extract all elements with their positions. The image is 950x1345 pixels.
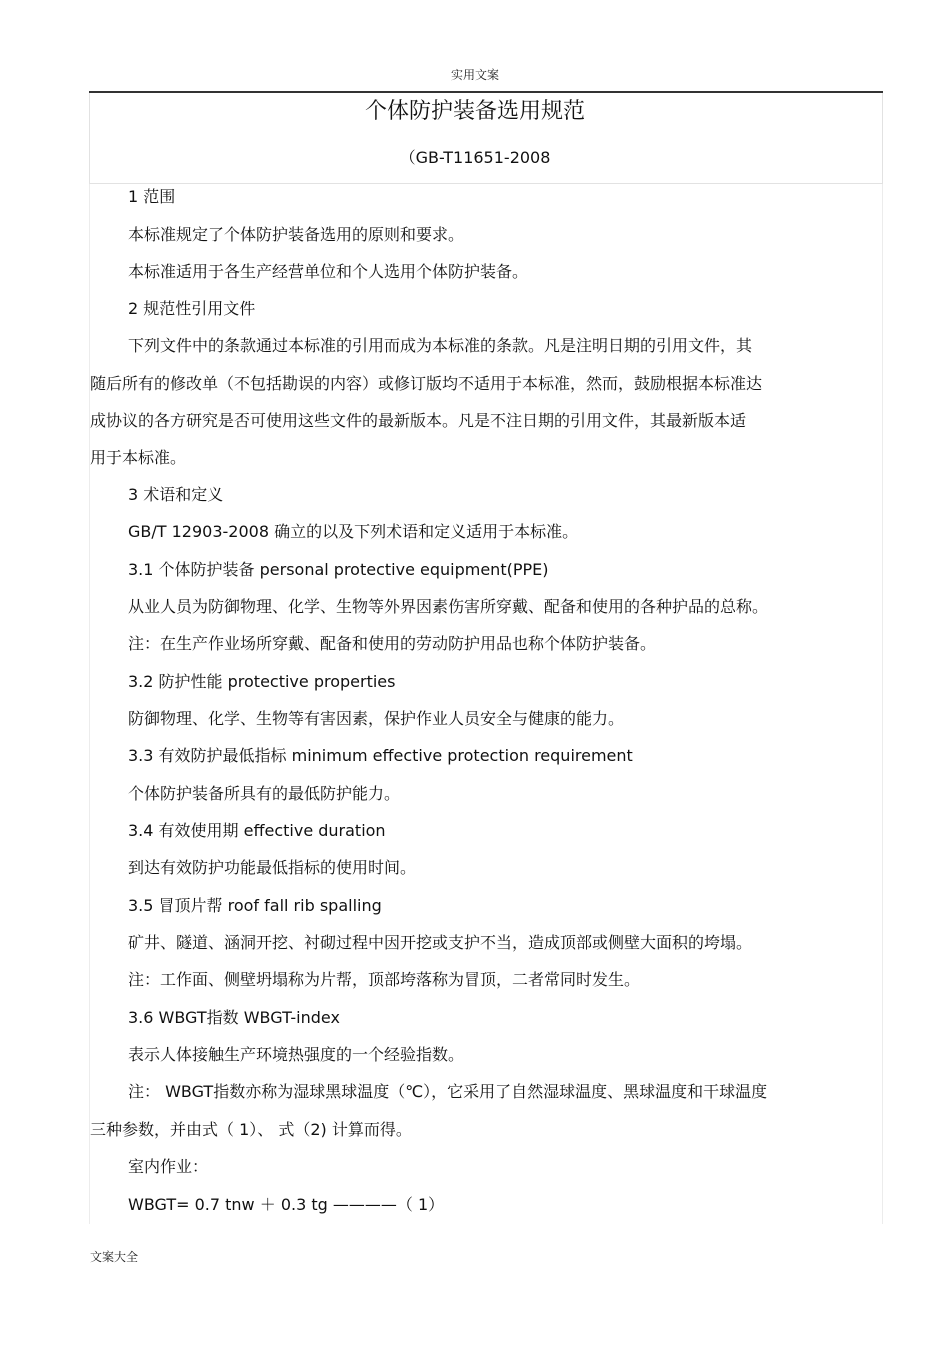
paragraph-line: 三种参数，并由式（ 1）、 式（2) 计算而得。: [90, 1120, 412, 1139]
paragraph-line: 矿井、隧道、涵洞开挖、衬砌过程中因开挖或支护不当，造成顶部或侧壁大面积的垮塌。: [128, 933, 753, 952]
term-heading: 3.3 有效防护最低指标 minimum effective protection requirement: [128, 746, 633, 765]
paragraph-line: GB/T 12903-2008 确立的以及下列术语和定义适用于本标准。: [128, 522, 579, 541]
paragraph-line: 本标准规定了个体防护装备选用的原则和要求。: [128, 225, 465, 244]
page-footer: 文案大全: [90, 1250, 139, 1264]
note-line: 注：工作面、侧壁坍塌称为片帮，顶部垮落称为冒顶，二者常同时发生。: [128, 970, 641, 989]
term-heading: 3.1 个体防护装备 personal protective equipment(PPE): [128, 560, 549, 579]
paragraph-line: 到达有效防护功能最低指标的使用时间。: [128, 858, 417, 877]
standard-code: （GB-T11651-2008: [399, 148, 551, 167]
paragraph-line: 本标准适用于各生产经营单位和个人选用个体防护装备。: [128, 262, 529, 281]
term-heading: 3.5 冒顶片帮 roof fall rib spalling: [128, 896, 382, 915]
paragraph-line: 用于本标准。: [90, 448, 187, 467]
paragraph-line: 成协议的各方研究是否可使用这些文件的最新版本。凡是不注日期的引用文件，其最新版本适: [90, 411, 747, 430]
paragraph-line: 随后所有的修改单（不包括勘误的内容）或修订版均不适用于本标准，然而，鼓励根据本标准达: [90, 374, 763, 393]
term-heading: 3.2 防护性能 protective properties: [128, 672, 396, 691]
section-heading-terms: 3 术语和定义: [128, 485, 224, 504]
paragraph-line: 表示人体接触生产环境热强度的一个经验指数。: [128, 1045, 465, 1064]
note-line: 注：在生产作业场所穿戴、配备和使用的劳动防护用品也称个体防护装备。: [128, 634, 657, 653]
formula-line: WBGT= 0.7 tnw ＋ 0.3 tg ————（ 1）: [128, 1195, 445, 1214]
paragraph-line: 下列文件中的条款通过本标准的引用而成为本标准的条款。凡是注明日期的引用文件，其: [128, 336, 753, 355]
section-heading-references: 2 规范性引用文件: [128, 299, 256, 318]
paragraph-line: 从业人员为防御物理、化学、生物等外界因素伤害所穿戴、配备和使用的各种护品的总称。: [128, 597, 769, 616]
paragraph-line: 防御物理、化学、生物等有害因素，保护作业人员安全与健康的能力。: [128, 709, 625, 728]
paragraph-line: 室内作业：: [128, 1157, 209, 1176]
note-line: 注： WBGT指数亦称为湿球黑球温度（℃），它采用了自然湿球温度、黑球温度和干球温度: [128, 1082, 768, 1101]
term-heading: 3.4 有效使用期 effective duration: [128, 821, 386, 840]
document-title: 个体防护装备选用规范: [364, 99, 585, 124]
page-header: 实用文案: [450, 68, 499, 82]
paragraph-line: 个体防护装备所具有的最低防护能力。: [128, 784, 401, 803]
section-heading-scope: 1 范围: [128, 187, 176, 206]
term-heading: 3.6 WBGT指数 WBGT-index: [128, 1008, 340, 1027]
